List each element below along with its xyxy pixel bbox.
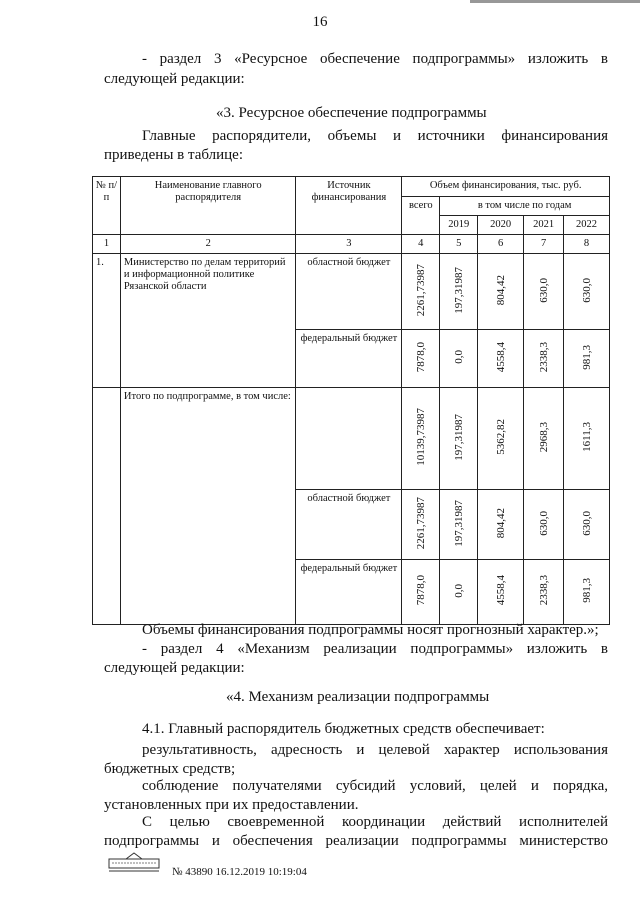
section4-p1: 4.1. Главный распорядитель бюджетных средств обеспечивает: (142, 721, 545, 737)
section4-p4b: подпрограммы и обеспечения реализации подпрограммы министерство (104, 833, 608, 849)
header-name: Наименование главного распорядителя (120, 177, 296, 235)
header-year-2020: 2020 (478, 216, 524, 235)
table-cell: 981,3 (580, 578, 593, 603)
scan-artifact (470, 0, 640, 3)
section4-p3a: соблюдение получателями субсидий условий, целей и порядка, (142, 778, 608, 794)
table-cell: 7878,0 (414, 575, 427, 606)
intro-line-2: следующей редакции: (104, 71, 245, 87)
registry-stamp-icon (108, 851, 160, 873)
header-year-2022: 2022 (564, 216, 610, 235)
table-row (93, 254, 610, 330)
table-cell: 630,0 (580, 510, 593, 536)
table-cell: 2968,3 (537, 421, 550, 453)
table-cell: 197,31987 (452, 266, 465, 314)
section3-text-2: приведены в таблице: (104, 147, 244, 163)
col-number-4: 4 (402, 235, 440, 254)
col-number-2: 2 (120, 235, 296, 254)
col-number-5: 5 (440, 235, 478, 254)
section4-p4a: С целью своевременной координации действий исполнителей (142, 814, 608, 830)
table-cell: 2338,3 (537, 575, 550, 606)
section3-text-1: Главные распорядители, объемы и источники финансирования (142, 128, 608, 144)
table-cell: 4558,4 (494, 341, 507, 373)
section3-title: «3. Ресурсное обеспечение подпрограммы (216, 105, 487, 121)
total-source-2: областной бюджет (296, 490, 402, 560)
col-number-1: 1 (93, 235, 121, 254)
table-cell: 981,3 (580, 344, 593, 370)
table-cell: 804,42 (494, 507, 507, 539)
col-number-7: 7 (524, 235, 564, 254)
header-total: всего (402, 197, 440, 235)
table-cell: 2261,73987 (414, 496, 427, 550)
table-cell: 2338,3 (537, 341, 550, 373)
header-source: Источник финансирования (296, 177, 402, 235)
table-cell: 197,31987 (452, 413, 465, 461)
header-year-2021: 2021 (524, 216, 564, 235)
header-num: № п/п (93, 177, 121, 235)
table-cell: 7878,0 (414, 341, 427, 373)
table-cell: 0,0 (452, 350, 465, 364)
total-source-1 (296, 388, 402, 490)
table-cell: 2261,73987 (414, 263, 427, 317)
header-volume: Объем финансирования, тыс. руб. (402, 177, 610, 197)
section4-p2a: результативность, адресность и целевой характер использования (142, 742, 608, 758)
col-number-6: 6 (478, 235, 524, 254)
after-table-line-3: следующей редакции: (104, 660, 245, 676)
total-name: Итого по подпрограмме, в том числе: (120, 388, 296, 625)
table-cell: 0,0 (452, 583, 465, 598)
row1-name: Министерство по делам территорий и информационной политике Рязанской области (120, 254, 296, 388)
table-cell: 630,0 (537, 510, 550, 536)
col-number-3: 3 (296, 235, 402, 254)
table-cell: 630,0 (537, 277, 550, 303)
table-cell: 1611,3 (580, 422, 593, 452)
section4-p2b: бюджетных средств; (104, 761, 236, 777)
page-number: 16 (312, 14, 328, 30)
row1-num: 1. (93, 254, 121, 388)
financing-table (92, 176, 610, 625)
table-cell: 197,31987 (452, 499, 465, 547)
row1-source-1: областной бюджет (296, 254, 402, 330)
table-cell: 5362,82 (494, 419, 507, 455)
section4-title: «4. Механизм реализации подпрограммы (226, 689, 490, 705)
total-source-3: федеральный бюджет (296, 560, 402, 625)
row1-source-2: федеральный бюджет (296, 330, 402, 388)
table-cell: 10139,73987 (414, 408, 427, 466)
registration-footer: № 43890 16.12.2019 10:19:04 (172, 866, 307, 878)
after-table-line-2: - раздел 4 «Механизм реализации подпрограммы» изложить в (142, 641, 608, 657)
intro-line-1: - раздел 3 «Ресурсное обеспечение подпрограммы» изложить в (142, 51, 608, 67)
table-cell: 630,0 (580, 277, 593, 303)
table-cell: 804,42 (494, 274, 507, 306)
after-table-line-1: Объемы финансирования подпрограммы носят прогнозный характер.»; (142, 622, 599, 638)
col-number-8: 8 (564, 235, 610, 254)
table-cell: 4558,4 (494, 575, 507, 606)
header-year-2019: 2019 (440, 216, 478, 235)
section4-p3b: установленных при их предоставлении. (104, 797, 359, 813)
table-row (93, 388, 610, 490)
header-by-years: в том числе по годам (440, 197, 610, 216)
